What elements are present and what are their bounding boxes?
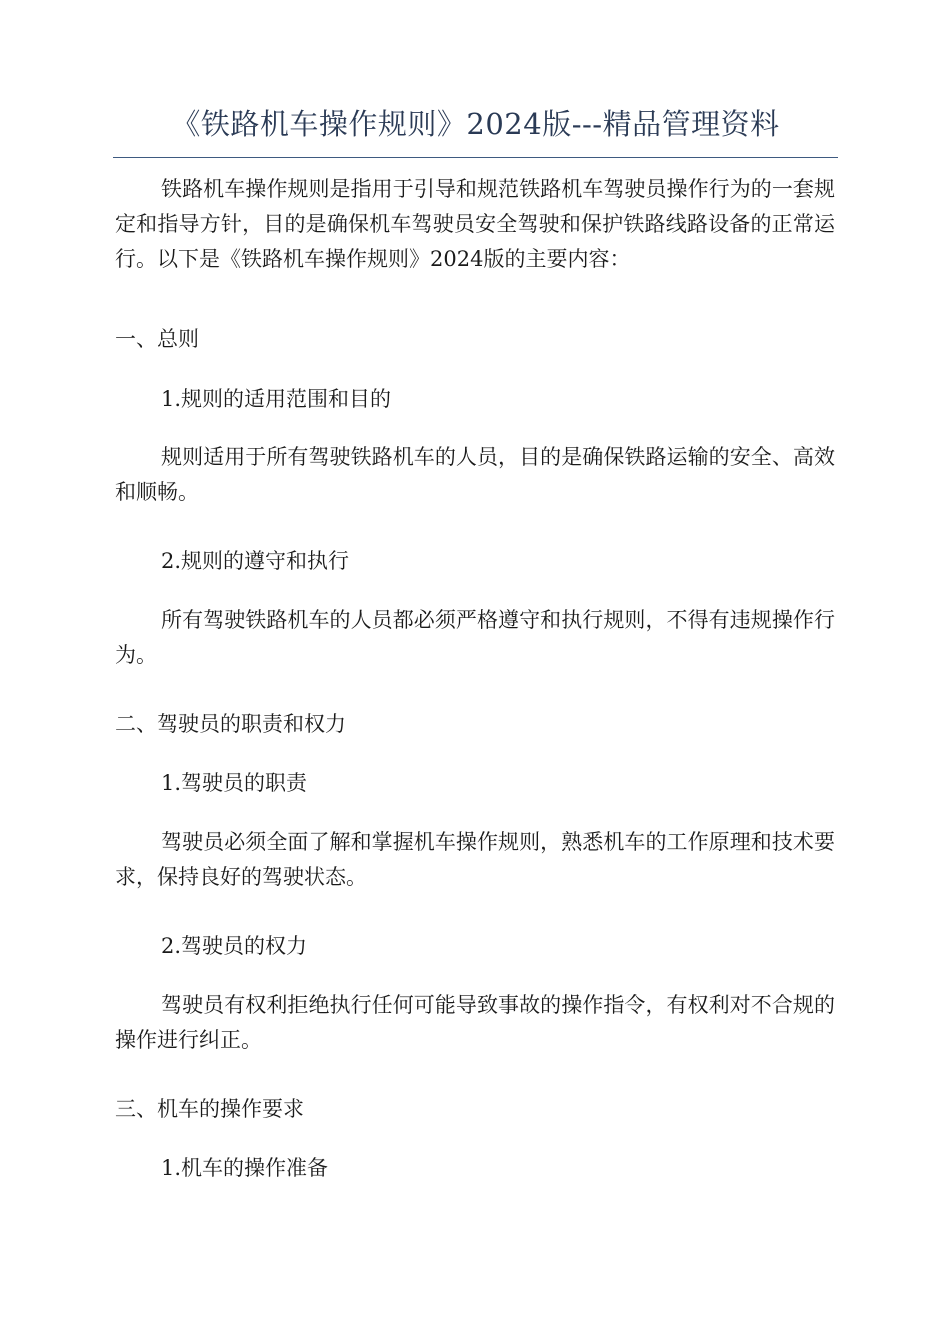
paragraph-compliance: 所有驾驶铁路机车的人员都必须严格遵守和执行规则，不得有违规操作行为。 — [115, 608, 835, 667]
subheading-scope-purpose: 1.规则的适用范围和目的 — [161, 387, 392, 411]
subheading-driver-duties: 1.驾驶员的职责 — [161, 771, 308, 795]
subheading-driver-rights: 2.驾驶员的权力 — [161, 934, 308, 958]
subheading-compliance: 2.规则的遵守和执行 — [161, 549, 350, 573]
paragraph-driver-duties: 驾驶员必须全面了解和掌握机车操作规则，熟悉机车的工作原理和技术要求，保持良好的驾驶状态。 — [115, 830, 835, 889]
intro-paragraph: 铁路机车操作规则是指用于引导和规范铁路机车驾驶员操作行为的一套规定和指导方针，目的是确保机车驾驶员安全驾驶和保护铁路线路设备的正常运行。以下是《铁路机车操作规则》2024版的主要内容： — [115, 177, 835, 271]
subheading-operation-preparation: 1.机车的操作准备 — [161, 1156, 329, 1180]
section-heading-general: 一、总则 — [115, 327, 199, 351]
paragraph-driver-rights: 驾驶员有权利拒绝执行任何可能导致事故的操作指令，有权利对不合规的操作进行纠正。 — [115, 993, 835, 1052]
section-heading-driver-duties: 二、驾驶员的职责和权力 — [115, 712, 346, 736]
section-heading-operation-requirements: 三、机车的操作要求 — [115, 1097, 304, 1121]
title-divider — [113, 157, 838, 158]
document-title: 《铁路机车操作规则》2024版---精品管理资料 — [171, 107, 780, 141]
paragraph-scope-purpose: 规则适用于所有驾驶铁路机车的人员，目的是确保铁路运输的安全、高效和顺畅。 — [115, 445, 835, 504]
